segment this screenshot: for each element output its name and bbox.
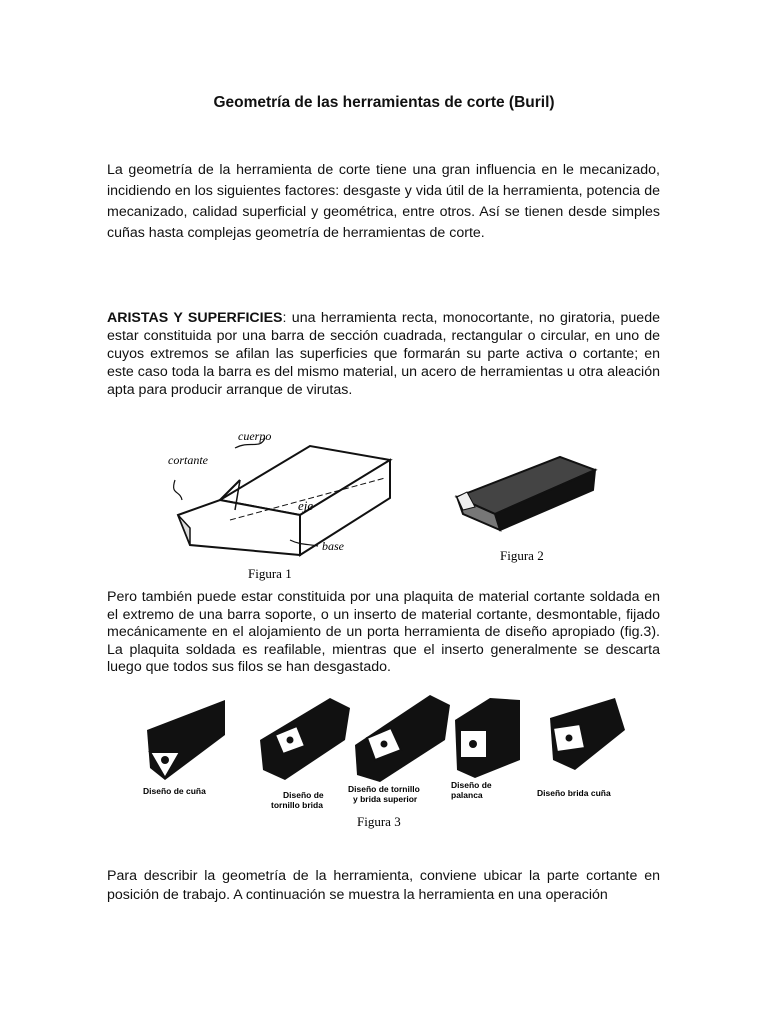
label-diseno-tornillo-brida-2: tornillo brida (271, 800, 323, 810)
label-diseno-palanca-1: Diseño de (451, 780, 492, 790)
paragraph-aristas (107, 309, 660, 399)
holder-palanca (455, 698, 520, 778)
paragraph-geometria: Para describir la geometría de la herramienta, conviene ubicar la parte cortante en posición de trabajo. A continuación se muestra la herramienta en una operación (107, 868, 660, 903)
figure-2-caption: Figura 2 (500, 548, 544, 563)
holder-brida-cuna (550, 698, 625, 770)
paragraph-intro: La geometría de la herramienta de corte tiene una gran influencia en le mecanizado, incidiendo en los siguientes factores: desgaste y vida útil de la herramienta, potencia de mecanizado, calidad superficial y geométrica, entre otros. Así se tienen desde simples cuñas hasta complejas geometría de herramientas de corte. (107, 162, 660, 241)
figure-2-tool-bar (445, 452, 610, 567)
label-cuerpo: cuerpo (238, 429, 272, 443)
label-diseno-tornillo-brida-1: Diseño de (283, 790, 324, 800)
label-diseno-cuna: Diseño de cuña (143, 786, 206, 796)
holder-cuna (147, 700, 225, 780)
label-eje: eje (298, 498, 314, 513)
figure-3-caption: Figura 3 (357, 814, 401, 829)
figure-1-caption: Figura 1 (248, 566, 292, 581)
label-diseno-brida-cuna: Diseño brida cuña (537, 788, 611, 798)
aristas-heading: ARISTAS Y SUPERFICIES (107, 310, 283, 326)
label-cortante: cortante (168, 453, 208, 467)
label-diseno-tornillo-superior-1: Diseño de tornillo (348, 784, 420, 794)
label-diseno-palanca-2: palanca (451, 790, 483, 800)
paragraph-plaquita: Pero también puede estar constituida por una plaquita de material cortante soldada en el extremo de una barra soporte, o un inserto de material cortante, desmontable, fijado mecánicamente en el alojamiento de un porta herramienta de diseño apropiado (fig.3). La plaquita soldada es reafilable, mientras que el inserto generalmente se descarta luego que todos sus filos se han desgastado. (107, 589, 660, 676)
figure-3-tool-holders (135, 690, 630, 835)
label-diseno-tornillo-superior-2: y brida superior (353, 794, 418, 804)
figure-1-tool-bar (160, 420, 430, 585)
aristas-text: : una herramienta recta, monocortante, no giratoria, puede estar constituida por una barra de sección cuadrada, rectangular o circular, en uno de cuyos extremos se afilan las superficies que formarán su parte activa o cortante; en este caso toda la barra es del mismo material, un acero de herramientas u otra aleación apta para producir arranque de virutas. (107, 310, 660, 398)
page-title: Geometría de las herramientas de corte (Buril) (213, 94, 555, 111)
holder-tornillo-brida (260, 698, 350, 780)
label-base: base (322, 539, 344, 553)
holder-tornillo-superior (355, 695, 450, 782)
